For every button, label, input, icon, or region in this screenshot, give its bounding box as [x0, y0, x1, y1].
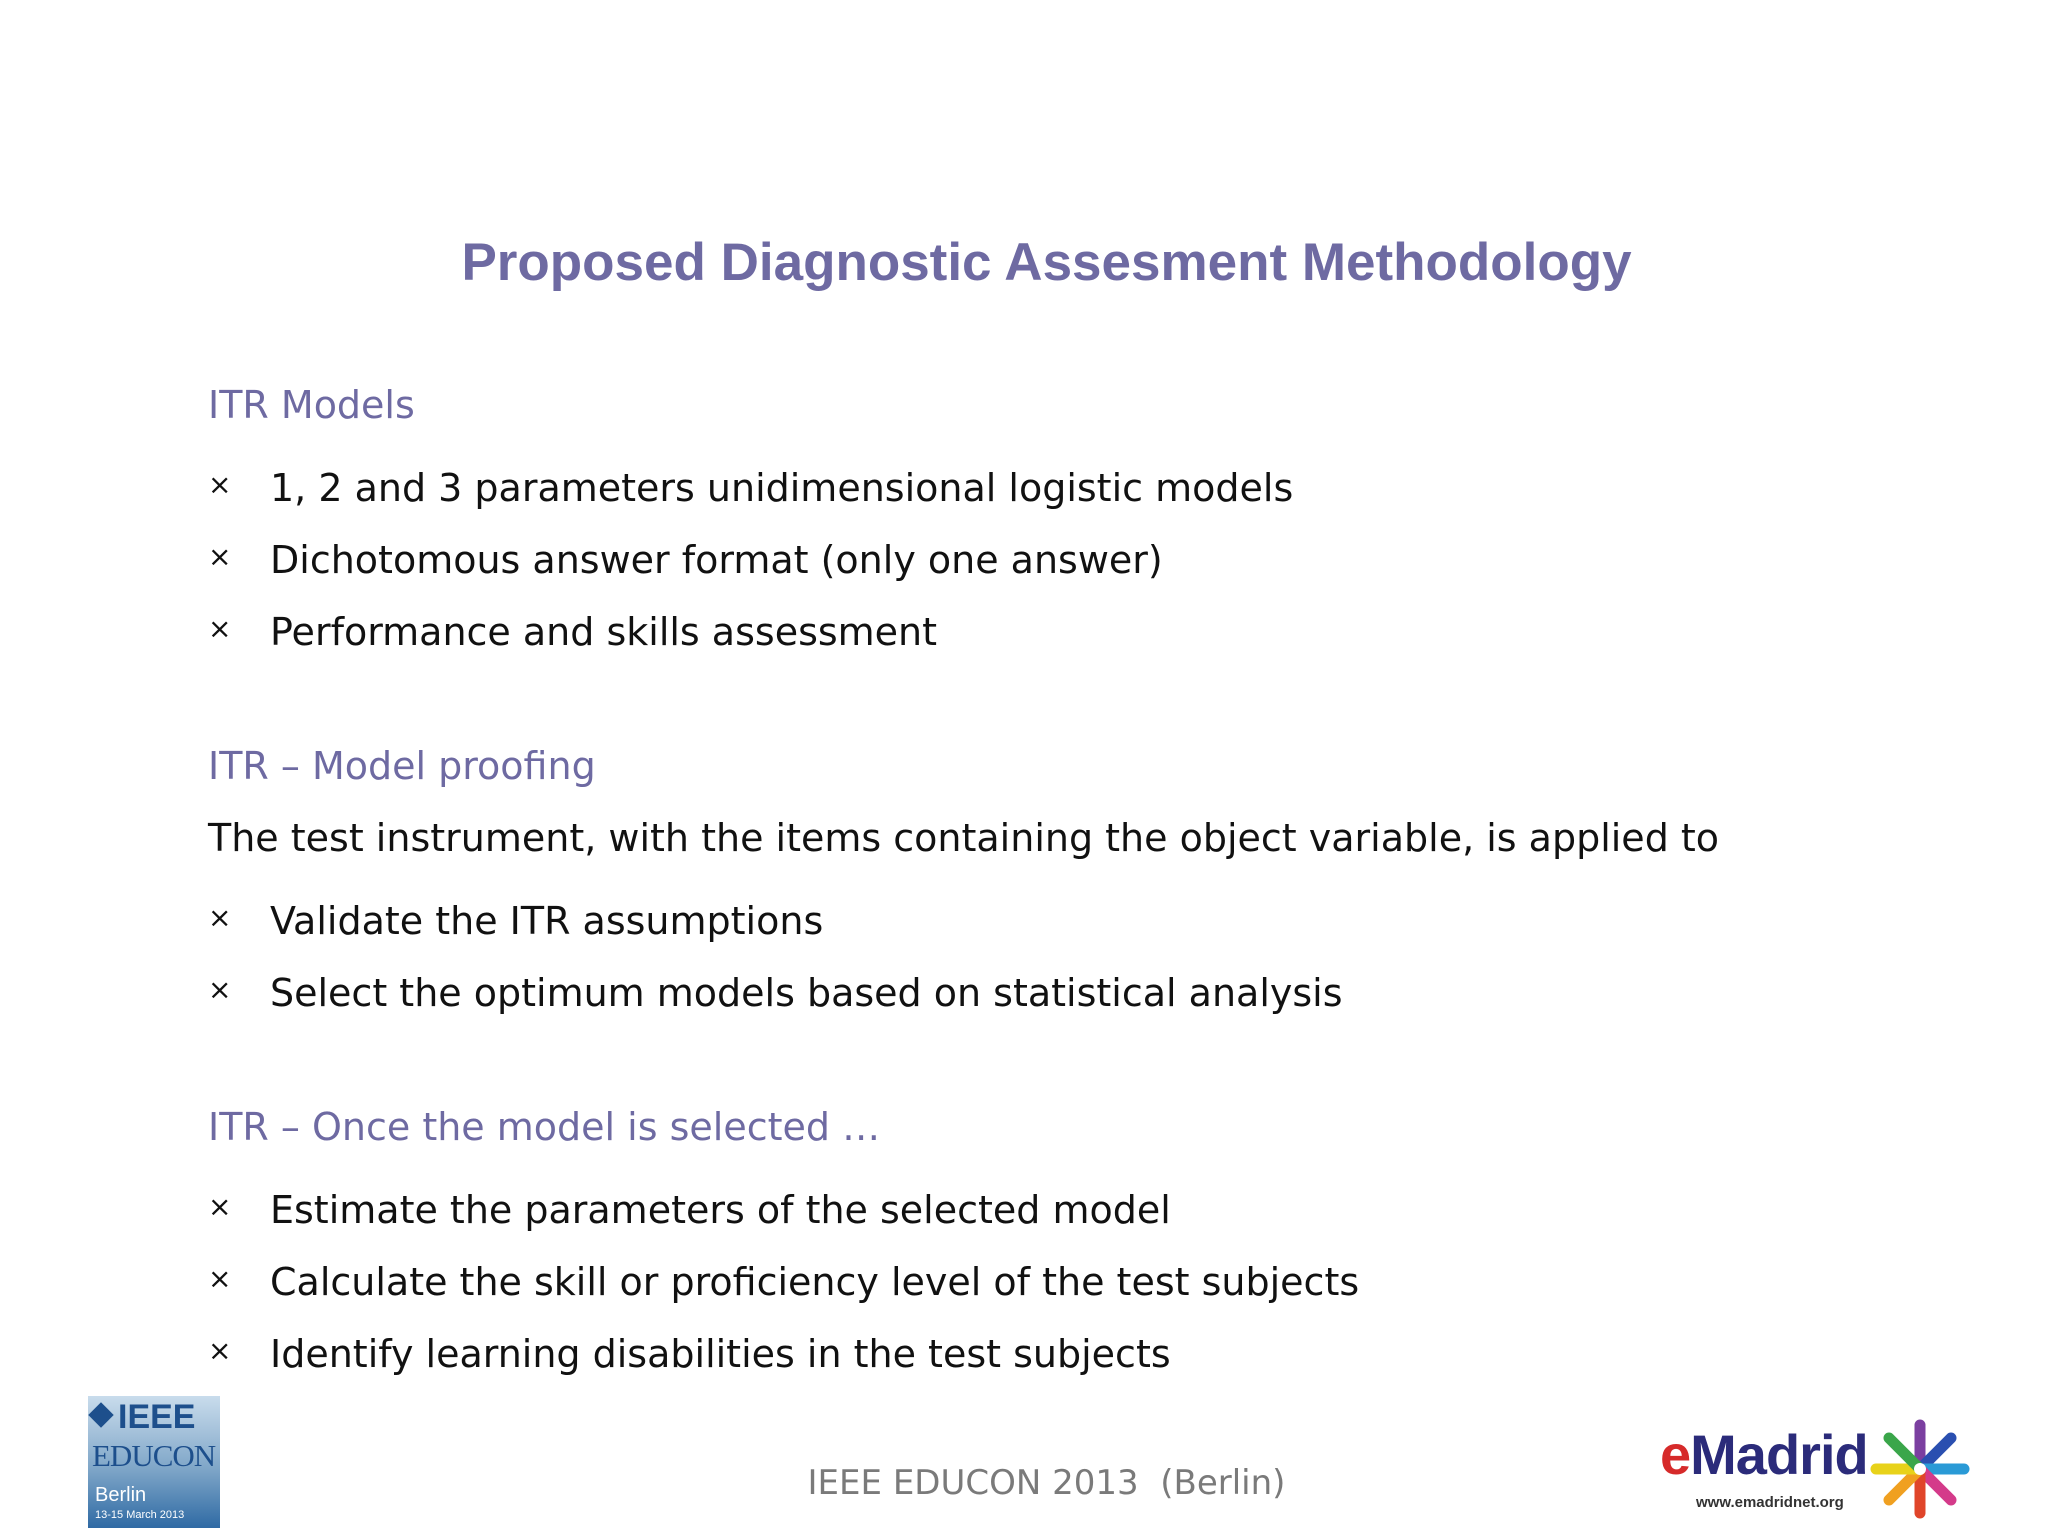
ieee-logo-wordmark — [92, 1398, 195, 1437]
bullet-text: Performance and skills assessment — [270, 610, 938, 654]
bullet-item — [208, 1318, 1908, 1390]
bullet-item — [208, 885, 1908, 957]
section-heading: ITR – Once the model is selected … — [208, 1105, 881, 1149]
emadrid-wordmark-e: e — [1660, 1423, 1691, 1486]
emadrid-logo — [1660, 1418, 1990, 1528]
ieee-diamond-icon — [88, 1402, 113, 1427]
bullet-item — [208, 1246, 1908, 1318]
slide-title: Proposed Diagnostic Assesment Methodology — [461, 233, 1632, 292]
logo-city: Berlin — [95, 1484, 147, 1506]
emadrid-star-icon — [1868, 1414, 1972, 1524]
bullet-item — [208, 957, 1908, 1029]
section-spacer — [208, 1029, 1908, 1102]
section-spacer — [208, 668, 1908, 741]
emadrid-wordmark-rest: Madrid — [1690, 1423, 1868, 1486]
emadrid-url: www.emadridnet.org — [1696, 1494, 1844, 1511]
bullet-item — [208, 524, 1908, 596]
bullet-text: Dichotomous answer format (only one answer) — [270, 538, 1163, 582]
bullet-item — [208, 596, 1908, 668]
ieee-logo-text: IEEE — [118, 1398, 196, 1436]
bullet-text: Identify learning disabilities in the test subjects — [270, 1332, 1171, 1376]
section-intro: The test instrument, with the items containing the object variable, is applied to — [208, 816, 1720, 860]
bullet-text: Validate the ITR assumptions — [270, 899, 824, 943]
bullet-cross-icon: × — [208, 901, 232, 934]
emadrid-wordmark — [1660, 1422, 1868, 1487]
bullet-cross-icon: × — [208, 540, 232, 573]
bullet-cross-icon: × — [208, 1262, 232, 1295]
bullet-cross-icon: × — [208, 1190, 232, 1223]
bullet-cross-icon: × — [208, 973, 232, 1006]
bullet-item — [208, 452, 1908, 524]
bullet-item — [208, 1174, 1908, 1246]
logo-dates: 13-15 March 2013 — [95, 1509, 185, 1521]
section-heading: ITR Models — [208, 383, 415, 427]
footer-text: IEEE EDUCON 2013 (Berlin) — [807, 1463, 1286, 1503]
bullet-text: Estimate the parameters of the selected model — [270, 1188, 1171, 1232]
bullet-cross-icon: × — [208, 612, 232, 645]
bullet-text: Select the optimum models based on statistical analysis — [270, 971, 1343, 1015]
bullet-text: Calculate the skill or proficiency level of the test subjects — [270, 1260, 1360, 1304]
bullet-cross-icon: × — [208, 468, 232, 501]
bullet-cross-icon: × — [208, 1334, 232, 1367]
section-heading: ITR – Model proofing — [208, 744, 596, 788]
slide-content — [208, 380, 1908, 1390]
ieee-educon-logo — [88, 1396, 220, 1528]
bullet-text: 1, 2 and 3 parameters unidimensional logistic models — [270, 466, 1294, 510]
educon-logo-text: EDUCON — [92, 1438, 216, 1473]
